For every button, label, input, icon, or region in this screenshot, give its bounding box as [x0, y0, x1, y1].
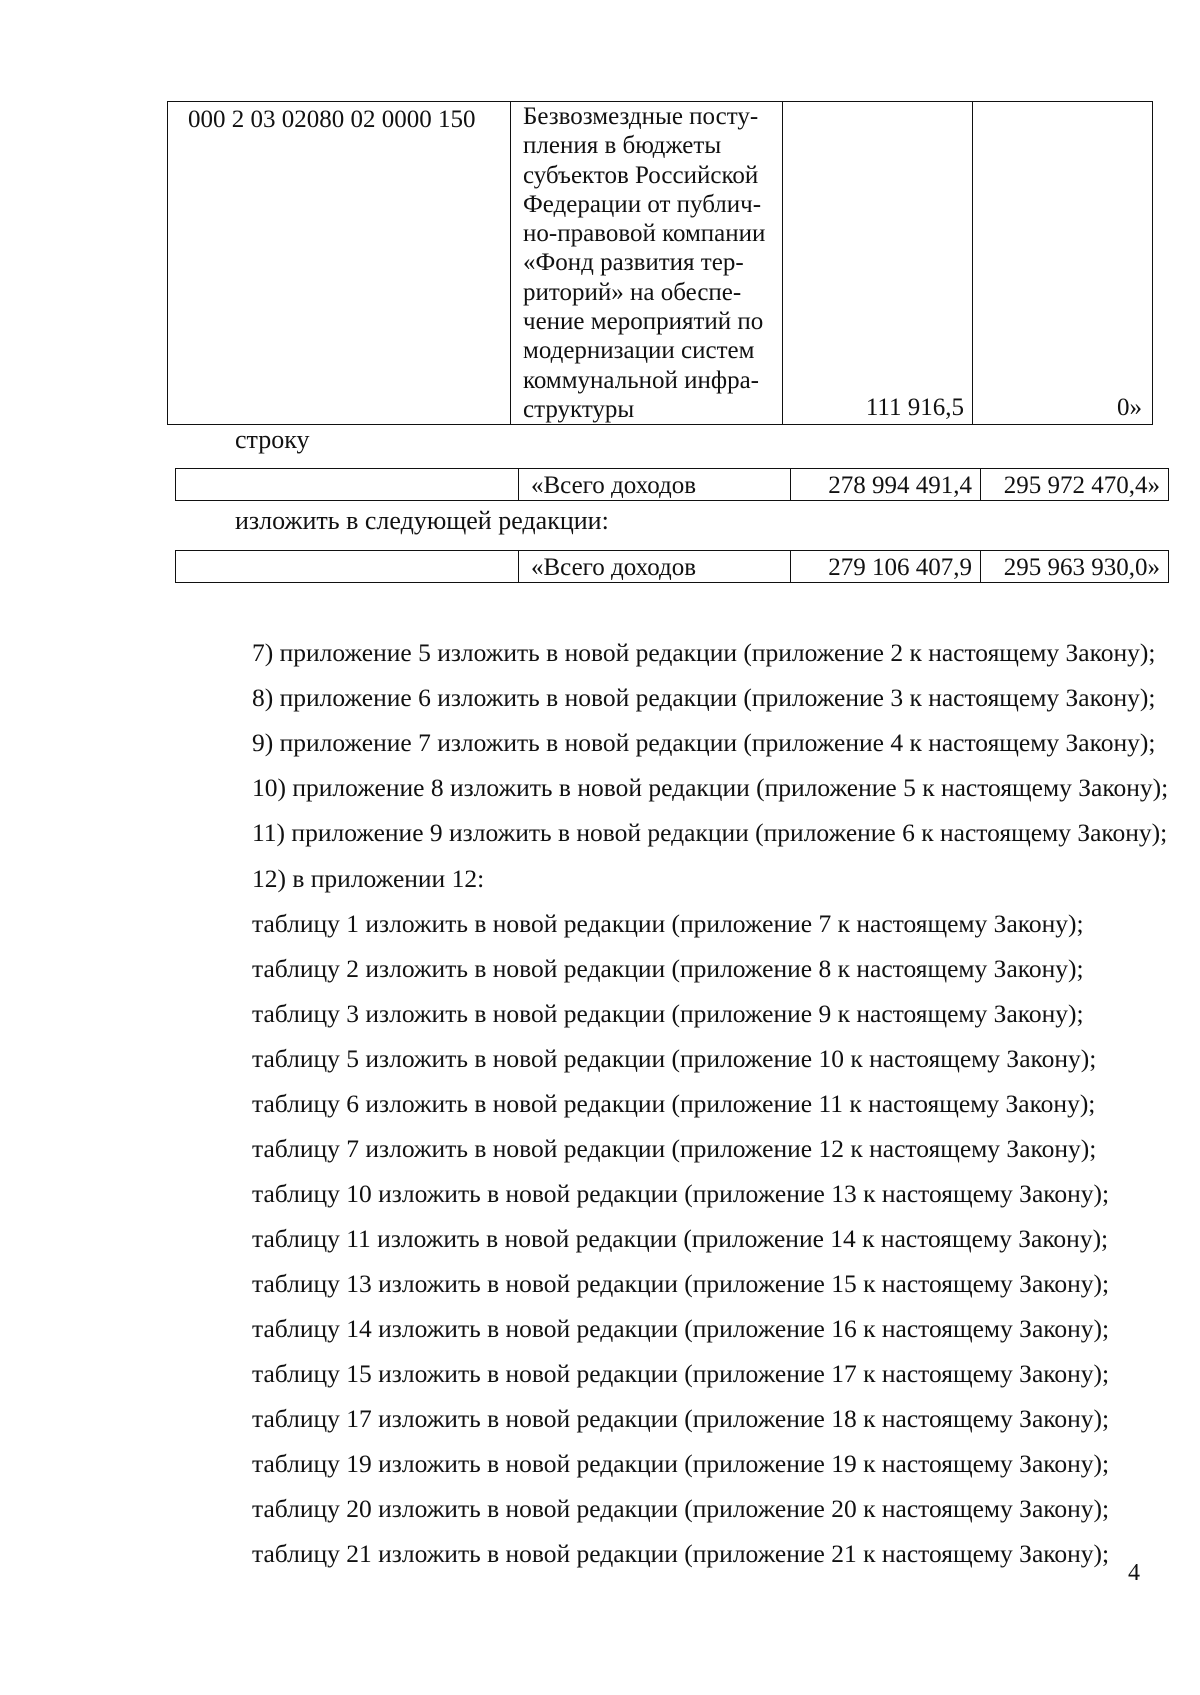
amendment-line: таблицу 13 изложить в новой редакции (приложение 15 к настоящему Закону);	[252, 1269, 1110, 1298]
amendment-line: таблицу 21 изложить в новой редакции (приложение 21 к настоящему Закону);	[252, 1539, 1110, 1568]
description-line: риторий» на обеспе-	[523, 278, 742, 306]
table-row	[168, 102, 1153, 425]
amendment-line: таблицу 20 изложить в новой редакции (приложение 20 к настоящему Закону);	[252, 1494, 1110, 1523]
amendment-line: таблицу 6 изложить в новой редакции (приложение 11 к настоящему Закону);	[252, 1089, 1096, 1118]
description-line: чение мероприятий по	[523, 308, 764, 336]
budget-code-cell: 000 2 03 02080 02 0000 150	[168, 102, 511, 425]
amendment-line: таблицу 17 изложить в новой редакции (приложение 18 к настоящему Закону);	[252, 1404, 1110, 1433]
revenue-row-table	[167, 101, 1153, 425]
value-cell-year1: 111 916,5	[783, 102, 973, 425]
amendment-line: таблицу 5 изложить в новой редакции (приложение 10 к настоящему Закону);	[252, 1044, 1097, 1073]
description-line: модернизации систем	[523, 337, 755, 365]
description-line: «Фонд развития тер-	[523, 249, 744, 277]
description-line: коммунальной инфра-	[523, 366, 759, 394]
value-cell-year2: 0»	[973, 102, 1153, 425]
description-line: Безвозмездные посту-	[523, 103, 759, 130]
total-name-cell: «Всего доходов	[519, 551, 791, 583]
amendment-line: таблицу 7 изложить в новой редакции (приложение 12 к настоящему Закону);	[252, 1134, 1097, 1163]
total-old-table	[175, 468, 1169, 501]
description-line: структуры	[523, 395, 635, 423]
total-code-cell	[176, 469, 519, 501]
description-line: субъектов Российской	[523, 161, 759, 189]
page-number: 4	[1128, 1560, 1140, 1586]
total-name-cell: «Всего доходов	[519, 469, 791, 501]
total-value-year1: 279 106 407,9	[791, 551, 981, 583]
label-stroku: строку	[235, 425, 310, 454]
amendment-line: 8) приложение 6 изложить в новой редакции (приложение 3 к настоящему Закону);	[252, 683, 1156, 712]
amendment-line: таблицу 10 изложить в новой редакции (приложение 13 к настоящему Закону);	[252, 1179, 1110, 1208]
amendment-line: таблицу 2 изложить в новой редакции (приложение 8 к настоящему Закону);	[252, 954, 1084, 983]
amendment-line: таблицу 15 изложить в новой редакции (приложение 17 к настоящему Закону);	[252, 1359, 1110, 1388]
description-line: пления в бюджеты	[523, 132, 722, 160]
description-line: но-правовой компании	[523, 220, 766, 248]
amendment-line: таблицу 3 изложить в новой редакции (приложение 9 к настоящему Закону);	[252, 999, 1084, 1028]
amendment-line: 11) приложение 9 изложить в новой редакции (приложение 6 к настоящему Закону);	[252, 818, 1168, 847]
total-value-year2: 295 963 930,0»	[981, 551, 1169, 583]
label-izlozhit: изложить в следующей редакции:	[235, 506, 609, 535]
total-code-cell	[176, 551, 519, 583]
amendment-line: таблицу 1 изложить в новой редакции (приложение 7 к настоящему Закону);	[252, 909, 1084, 938]
description-cell	[511, 102, 783, 425]
amendment-line: таблицу 14 изложить в новой редакции (приложение 16 к настоящему Закону);	[252, 1314, 1110, 1343]
total-new-table	[175, 550, 1169, 583]
amendment-line: 9) приложение 7 изложить в новой редакции (приложение 4 к настоящему Закону);	[252, 728, 1156, 757]
total-value-year2: 295 972 470,4»	[981, 469, 1169, 501]
total-value-year1: 278 994 491,4	[791, 469, 981, 501]
table-row	[176, 469, 1169, 501]
amendment-line: 7) приложение 5 изложить в новой редакции (приложение 2 к настоящему Закону);	[252, 638, 1156, 667]
amendment-line: 12) в приложении 12:	[252, 864, 485, 893]
amendment-line: таблицу 19 изложить в новой редакции (приложение 19 к настоящему Закону);	[252, 1449, 1110, 1478]
description-line: Федерации от публич-	[523, 190, 762, 218]
table-row	[176, 551, 1169, 583]
amendment-line: таблицу 11 изложить в новой редакции (приложение 14 к настоящему Закону);	[252, 1224, 1109, 1253]
amendment-line: 10) приложение 8 изложить в новой редакции (приложение 5 к настоящему Закону);	[252, 773, 1169, 802]
